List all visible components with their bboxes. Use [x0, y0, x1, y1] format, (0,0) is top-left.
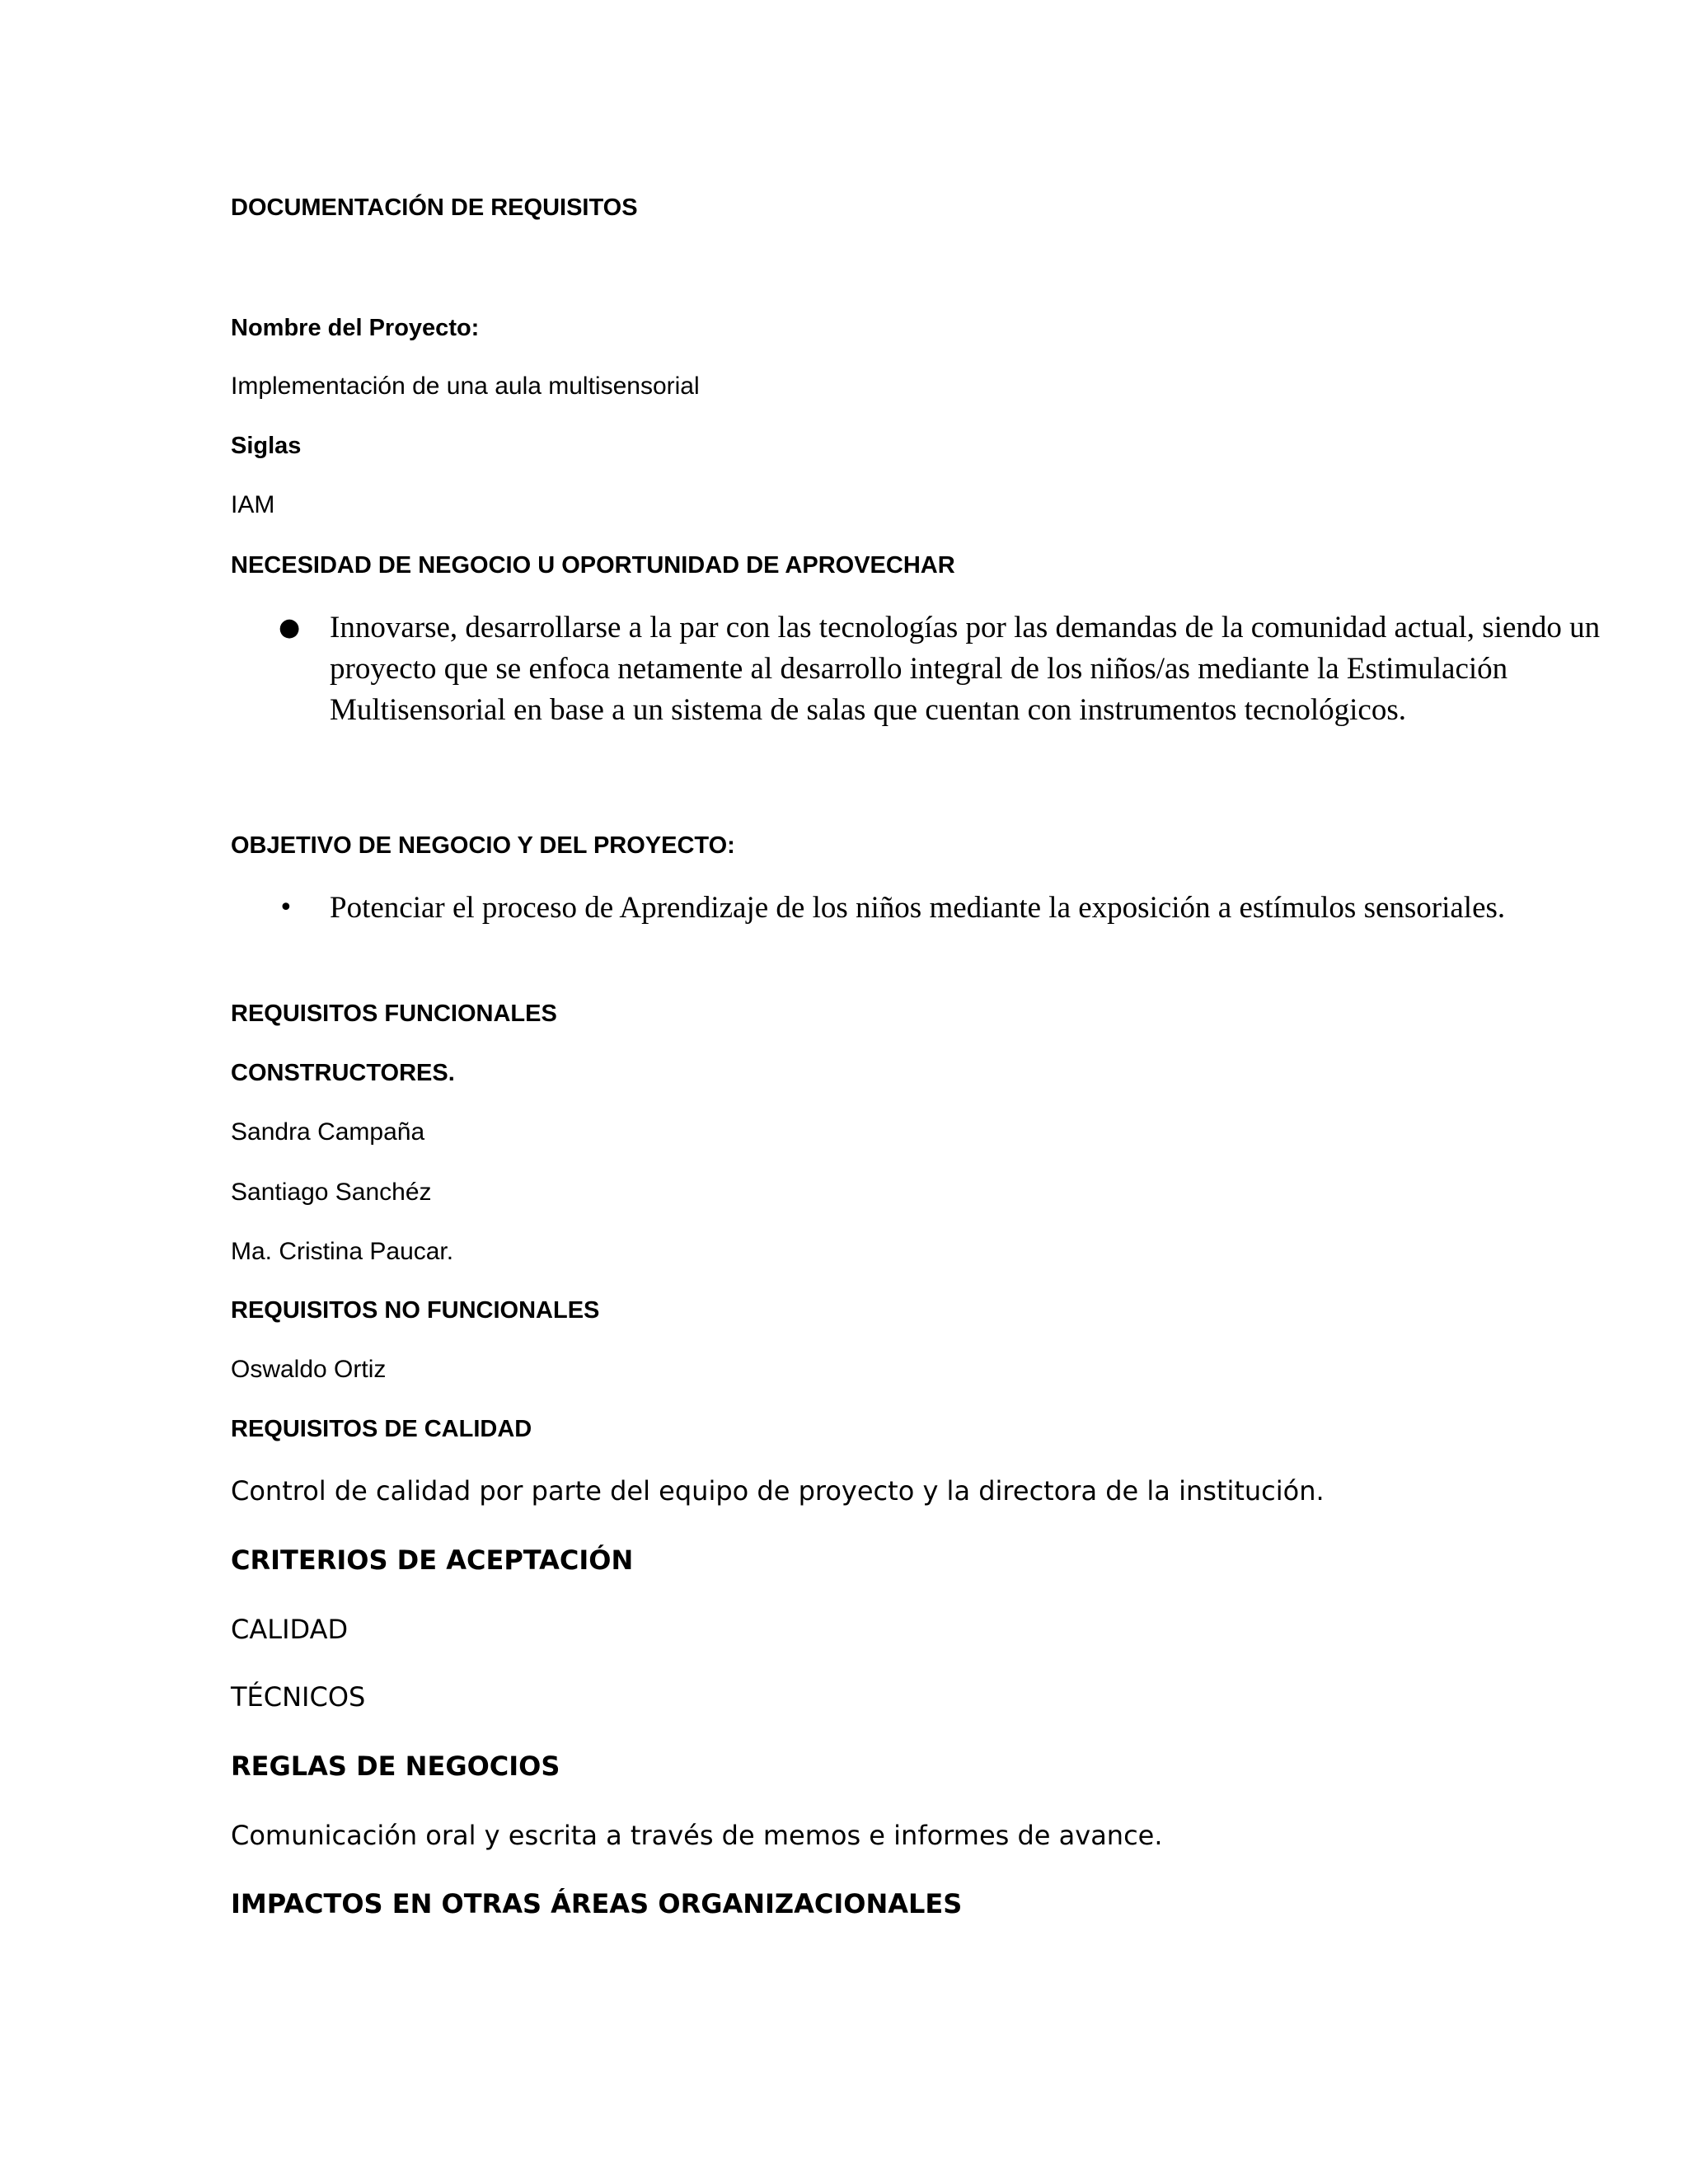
constructor-name: Santiago Sanchéz	[231, 1179, 432, 1206]
nonfunctional-heading: REQUISITOS NO FUNCIONALES	[231, 1297, 600, 1324]
document-title: DOCUMENTACIÓN DE REQUISITOS	[231, 194, 638, 221]
functional-heading: REQUISITOS FUNCIONALES	[231, 1001, 557, 1027]
objective-heading: OBJETIVO DE NEGOCIO Y DEL PROYECTO:	[231, 832, 735, 859]
acceptance-item: CALIDAD	[231, 1614, 349, 1645]
business-rules-heading: REGLAS DE NEGOCIOS	[231, 1750, 560, 1782]
project-name-value: Implementación de una aula multisensorial	[231, 373, 700, 400]
constructor-name: Ma. Cristina Paucar.	[231, 1238, 454, 1265]
acronym-label: Siglas	[231, 433, 302, 459]
nonfunctional-person: Oswaldo Ortiz	[231, 1356, 387, 1383]
bullet-icon: •	[279, 893, 293, 922]
constructors-heading: CONSTRUCTORES.	[231, 1060, 455, 1086]
acceptance-heading: CRITERIOS DE ACEPTACIÓN	[231, 1544, 634, 1576]
quality-heading: REQUISITOS DE CALIDAD	[231, 1416, 532, 1442]
bullet-icon: ●	[279, 613, 301, 642]
acceptance-item: TÉCNICOS	[231, 1681, 366, 1713]
need-bullet-list	[231, 607, 1665, 731]
list-item	[231, 888, 1665, 929]
impacts-heading: IMPACTOS EN OTRAS ÁREAS ORGANIZACIONALES	[231, 1888, 963, 1919]
list-item	[231, 607, 1665, 731]
business-rules-text: Comunicación oral y escrita a través de memos e informes de avance.	[231, 1820, 1163, 1851]
project-name-label: Nombre del Proyecto:	[231, 315, 480, 341]
constructor-name: Sandra Campaña	[231, 1118, 425, 1146]
need-bullet-text: Innovarse, desarrollarse a la par con las tecnologías por las demandas de la comunidad actual, siendo un proyecto que se enfoca netamente al desarrollo integral de los niños/as mediante la Estimulación Multisensorial en base a un sistema de salas que cuentan con instrumentos tecnológicos.	[330, 611, 1601, 727]
objective-bullet-text: Potenciar el proceso de Aprendizaje de los niños mediante la exposición a estímulos sensoriales.	[330, 891, 1506, 925]
acronym-value: IAM	[231, 491, 275, 518]
objective-bullet-list	[231, 888, 1665, 929]
need-heading: NECESIDAD DE NEGOCIO U OPORTUNIDAD DE APROVECHAR	[231, 552, 955, 579]
quality-text: Control de calidad por parte del equipo de proyecto y la directora de la institución.	[231, 1475, 1325, 1507]
